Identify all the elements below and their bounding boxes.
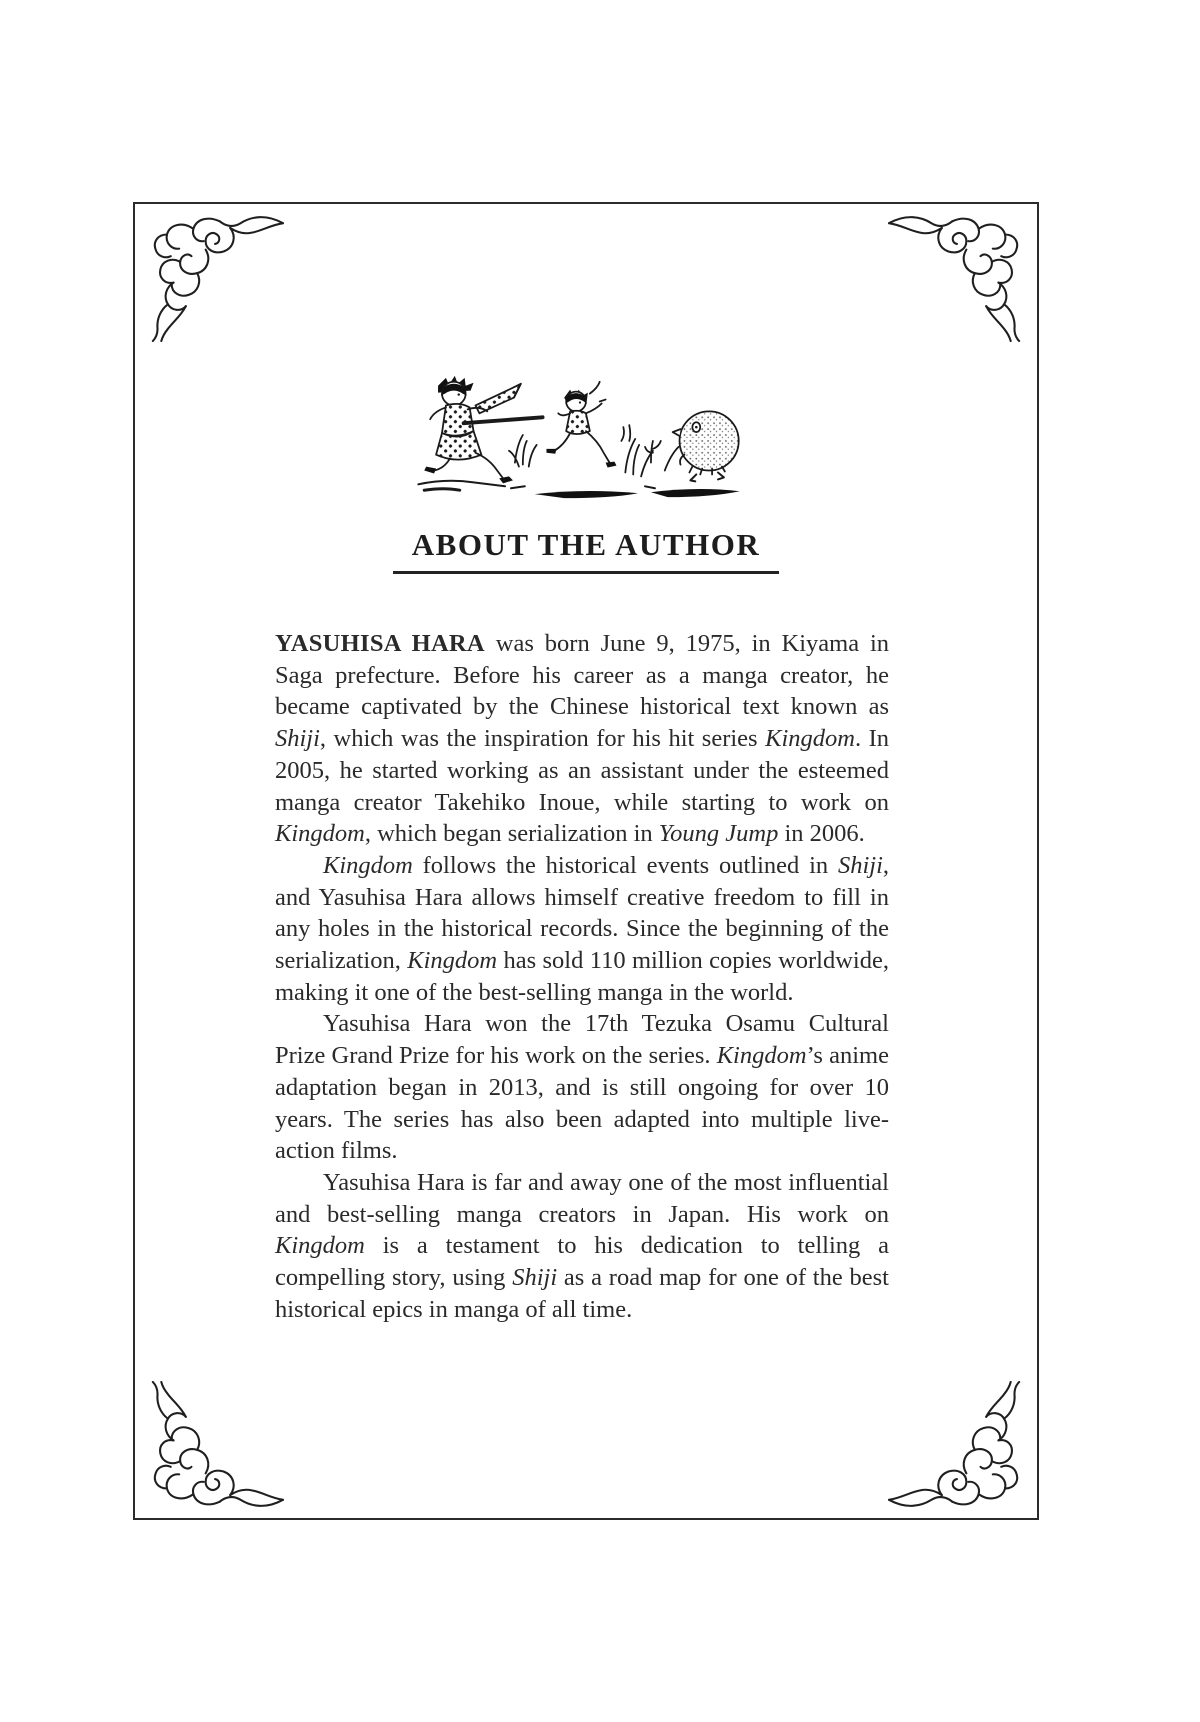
grass-stalks — [665, 447, 679, 471]
grass-tuft — [509, 435, 537, 467]
title-underline — [393, 571, 779, 574]
round-bird — [673, 411, 739, 481]
bio-paragraph: Kingdom follows the historical events outlined in Shiji, and Yasuhisa Hara allows himself creative freedom to fill in any holes in the historical records. Since the beginning of the serialization, Kingdom has sold 110 million copies worldwide, making it one of the best-selling manga in the world. — [275, 851, 889, 1006]
running-boy — [424, 376, 542, 483]
bio-paragraph: YASUHISA HARA was born June 9, 1975, in Kiyama in Saga prefecture. Before his career as a manga creator, he became captivated by the Chinese historical text known as Shiji, which was the inspiration for his hit series Kingdom. In 2005, he started working as an assistant under the esteemed manga creator Takehiko Inoue, while starting to work on Kingdom, which began serialization in Young Jump in 2006. — [275, 630, 889, 848]
cloud-ornament-bottom-right-icon — [882, 1381, 1030, 1513]
cloud-ornament-top-left-icon — [142, 210, 290, 342]
ground-stroke — [511, 486, 655, 488]
ground-shadow — [535, 491, 638, 498]
cloud-ornament-bottom-left-icon — [142, 1381, 290, 1513]
running-girl — [546, 382, 616, 468]
grass-stalks — [625, 439, 653, 476]
ground-stroke — [418, 481, 505, 487]
chibi-chase-illustration — [413, 368, 745, 506]
author-bio — [275, 628, 889, 1325]
page-title: ABOUT THE AUTHOR — [411, 527, 761, 562]
bio-paragraph: Yasuhisa Hara won the 17th Tezuka Osamu Cultural Prize Grand Prize for his work on the series. Kingdom’s anime adaptation began in 2013, and is still ongoing for over 10 years. The series has also been adapted into multiple live-action films. — [275, 1010, 889, 1165]
cloud-ornament-top-right-icon — [882, 210, 1030, 342]
bio-paragraph: Yasuhisa Hara is far and away one of the most influential and best-selling manga creators in Japan. His work on Kingdom is a testament to his dedication to telling a compelling story, using Shiji as a road map for one of the best historical epics in manga of all time. — [275, 1168, 889, 1323]
leaf-strokes — [621, 425, 630, 441]
ground-stroke — [424, 489, 459, 490]
ground-shadow — [651, 489, 740, 497]
